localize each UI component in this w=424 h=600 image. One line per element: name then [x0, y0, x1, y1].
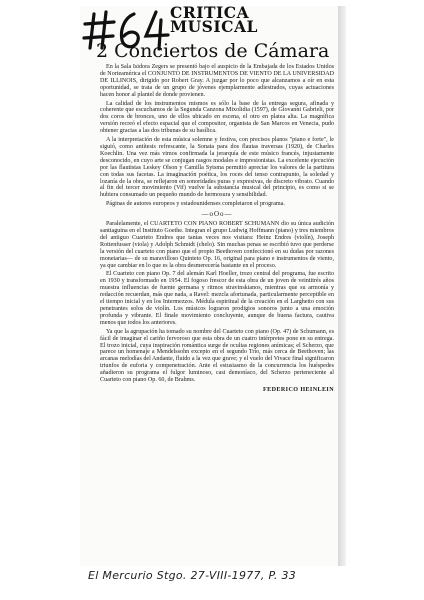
- article-headline: 2 Conciertos de Cámara: [96, 40, 330, 62]
- article-body: [100, 64, 334, 396]
- article-paragraph: Páginas de autores europeos y estadounidenses completaron el programa.: [106, 201, 285, 208]
- article-paragraph: La calidad de los instrumentos mismos es sólo la base de la entrega segura, afinada y coherente que escuchamos de la Segunda Canzona Mixolidia (1597), de Giovanni Gabrieli, por dos coros de bronces, uno de ellos ubicado en escena, el otro en platea alta. La magnífica versión recreó el efecto espacial que el compositor, organista de San Marcos en Venecia, pudo obtener gracias a las dos tribunas de su basílica.: [100, 100, 334, 135]
- section-title-line1: CRITICA: [170, 3, 250, 22]
- author-signature: FEDERICO HEINLEIN: [263, 386, 334, 393]
- article-paragraph: A la interpretación de esta música solemne y festiva, con precisos planos "piano e forte", le siguió, como antítesis refrescante, la Sonata para dos flautas traversas (1920), de Charles Koechlin. Una vez más vimos confirmada la jerarquía de este músico francés, injustamente desconocido, en cuyo arte se conjugan rasgos modales e impresionistas. La excelente ejecución por las flautistas Leskey Olson y Camilla Sytsma permitió apreciar los valores de la partitura con todas sus facetas. La imaginación poética, los roces del tenso contrapunto, la soledad y lozanía de la obra, se reflejaron en sonoridades puras y expresivas, de discreto vibrato. Cuando al fin del tercer movimiento (Vif) vuelve la substancia musical del principio, es como si se hubiera consumado un pequeño mundo de hermosura y sensibilidad.: [100, 137, 334, 199]
- section-title: [170, 3, 258, 36]
- handwritten-source-note: El Mercurio Stgo. 27-VIII-1977, P. 33: [88, 569, 297, 582]
- section-separator: —oOo—: [201, 210, 233, 219]
- clipping-shadow: [338, 6, 346, 566]
- article-paragraph: Paralelamente, el CUARTETO CON PIANO ROBERT SCHUMANN dio su única audición santiaguina en el Instituto Goethe. Integran el grupo Ludwig Hoffmann (piano) y tres miembros del antiguo Cuarteto Endres que tantas veces nos visitara: Heinz Endres (violín), Joseph Rottenfusser (viola) y Adolph Schmidt (chelo). Sin muchas penas se escribió tuvo que perderse la versión del cuarteto con piano que el propio Beethoven confeccionó en su dudas por razones monetarias— de su maravilloso Quinteto Op. 16, original para piano e instrumentos de viento, ya que cambiar en lo que es la obra desmerecería bastante en el proceso.: [100, 221, 334, 269]
- section-title-line2: MUSICAL: [170, 17, 258, 36]
- article-paragraph: Ya que la agrupación ha tomado su nombre del Cuarteto con piano (Op. 47) de Schumann, es fácil de imaginar el cariño fervoroso que esta obra de un cuatro intérpretes pone en su entrega. El trozo inicial, cuya inspiración romántica surge de ocultas regiones anímicas; el Scherzo, que parece un homenaje a Mendelssohn excepto en el segundo Trío, más cerca de Beethoven; las arcanas melodías del Andante, fluido a la vez que grave; y el vuelo del Vivace final significaron triunfos de euforia y compenetración. Ante el estusiasmo de la concurrencia los huéspedes añadieron su programa el fulgor luminoso, casi demoníaco, del Scherzo perteneciente al Cuarteto con piano Op. 60, de Brahms.: [100, 328, 334, 384]
- article-paragraph: En la Sala Isidora Zegers se presentó bajo el auspicio de la Embajada de los Estados Unidos de Norteamérica el CONJUNTO DE INSTRUMENTOS DE VIENTO DE LA UNIVERSIDAD DE ILLINOIS, dirigido por Robert Gray. A juzgar por lo poco que alcanzamos a oír en esta oportunidad, se trata de un grupo de jóvenes ejemplarmente adiestrados, cuyas actuaciones hacen honor al plantel de donde provienen.: [100, 64, 334, 98]
- article-paragraph: El Cuarteto con piano Op. 7 del alemán Karl Hoeller, trozo central del programa, fue escrito en 1930 y transformado en 1954. El fogoso frescor de esta obra de un joven de veintitrés años muestra influencias de fuente germana y ritmos stravinskianos, mientras que su armonía y redacción recuerdan, más que nada, a Ravel: mezcla afortunada, particularmente perceptible en el tiempo inicial y en los Intermezzos. Médula espiritual de la creación en el Larghetto con sus penetrantes solos de violín. Los músicos lograron prodigios sonoros junto a una emoción profunda y vibrante. El finale movimiento concluyente, aunque de buena factura, cautiva menos que todos los anteriores.: [100, 271, 334, 326]
